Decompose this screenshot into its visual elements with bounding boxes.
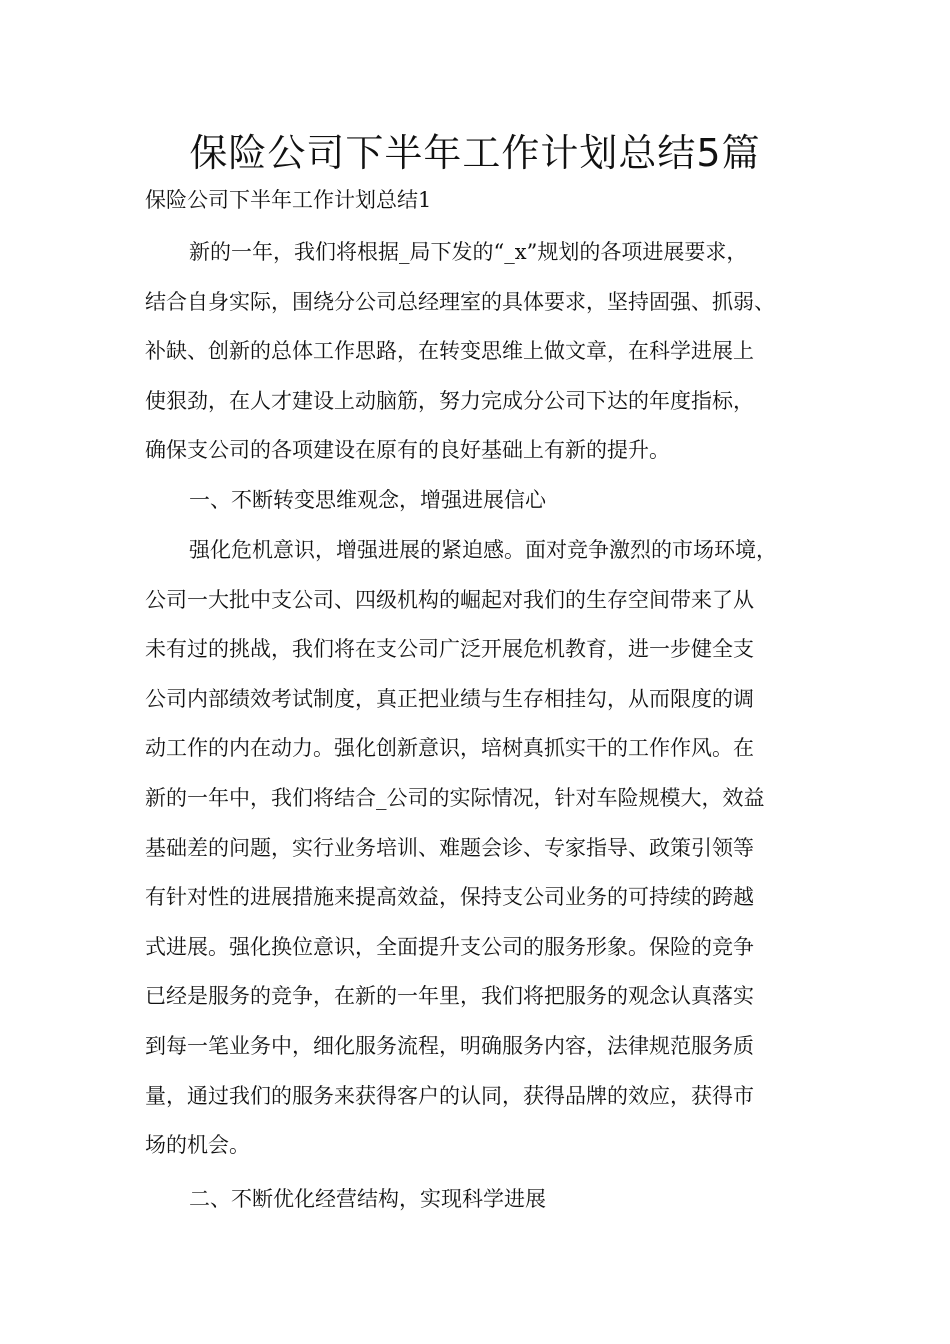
section-heading-1 — [145, 476, 835, 526]
paragraph-line: 公司内部绩效考试制度，真正把业绩与生存相挂勾，从而限度的调 — [145, 686, 754, 711]
paragraph-line: 场的机会。 — [145, 1133, 250, 1158]
document-subtitle: 保险公司下半年工作计划总结1 — [145, 188, 432, 212]
paragraph-line: 未有过的挑战，我们将在支公司广泛开展危机教育，进一步健全支 — [145, 637, 754, 662]
section-heading: 二、不断优化经营结构，实现科学进展 — [189, 1187, 546, 1211]
paragraph-line: 到每一笔业务中，细化服务流程，明确服务内容，法律规范服务质 — [145, 1033, 754, 1058]
paragraph-2 — [145, 526, 835, 1171]
paragraph-line: 补缺、创新的总体工作思路，在转变思维上做文章，在科学进展上 — [145, 339, 754, 364]
paragraph-line: 结合自身实际，围绕分公司总经理室的具体要求，坚持固强、抓弱、 — [145, 289, 775, 314]
paragraph-line: 有针对性的进展措施来提高效益，保持支公司业务的可持续的跨越 — [145, 885, 754, 910]
paragraph-line: 已经是服务的竞争，在新的一年里，我们将把服务的观念认真落实 — [145, 984, 754, 1009]
paragraph-line: 动工作的内在动力。强化创新意识，培树真抓实干的工作作风。在 — [145, 736, 754, 761]
paragraph-line: 基础差的问题，实行业务培训、难题会诊、专家指导、政策引领等 — [145, 835, 754, 860]
paragraph-1 — [145, 228, 835, 476]
paragraph-line: 使狠劲，在人才建设上动脑筋，努力完成分公司下达的年度指标， — [145, 388, 754, 413]
section-heading: 一、不断转变思维观念，增强进展信心 — [189, 488, 546, 512]
paragraph-line: 量，通过我们的服务来获得客户的认同，获得品牌的效应，获得市 — [145, 1083, 754, 1108]
document-title: 保险公司下半年工作计划总结5篇 — [189, 131, 761, 175]
section-heading-2 — [145, 1175, 835, 1225]
paragraph-line: 公司一大批中支公司、四级机构的崛起对我们的生存空间带来了从 — [145, 587, 754, 612]
paragraph-line: 强化危机意识，增强进展的紧迫感。面对竞争激烈的市场环境， — [189, 538, 777, 562]
paragraph-line: 确保支公司的各项建设在原有的良好基础上有新的提升。 — [145, 438, 670, 463]
paragraph-line: 新的一年，我们将根据_局下发的“_x”规划的各项进展要求， — [189, 240, 748, 264]
paragraph-line: 式进展。强化换位意识，全面提升支公司的服务形象。保险的竞争 — [145, 934, 754, 959]
paragraph-line: 新的一年中，我们将结合_公司的实际情况，针对车险规模大，效益 — [145, 785, 765, 810]
